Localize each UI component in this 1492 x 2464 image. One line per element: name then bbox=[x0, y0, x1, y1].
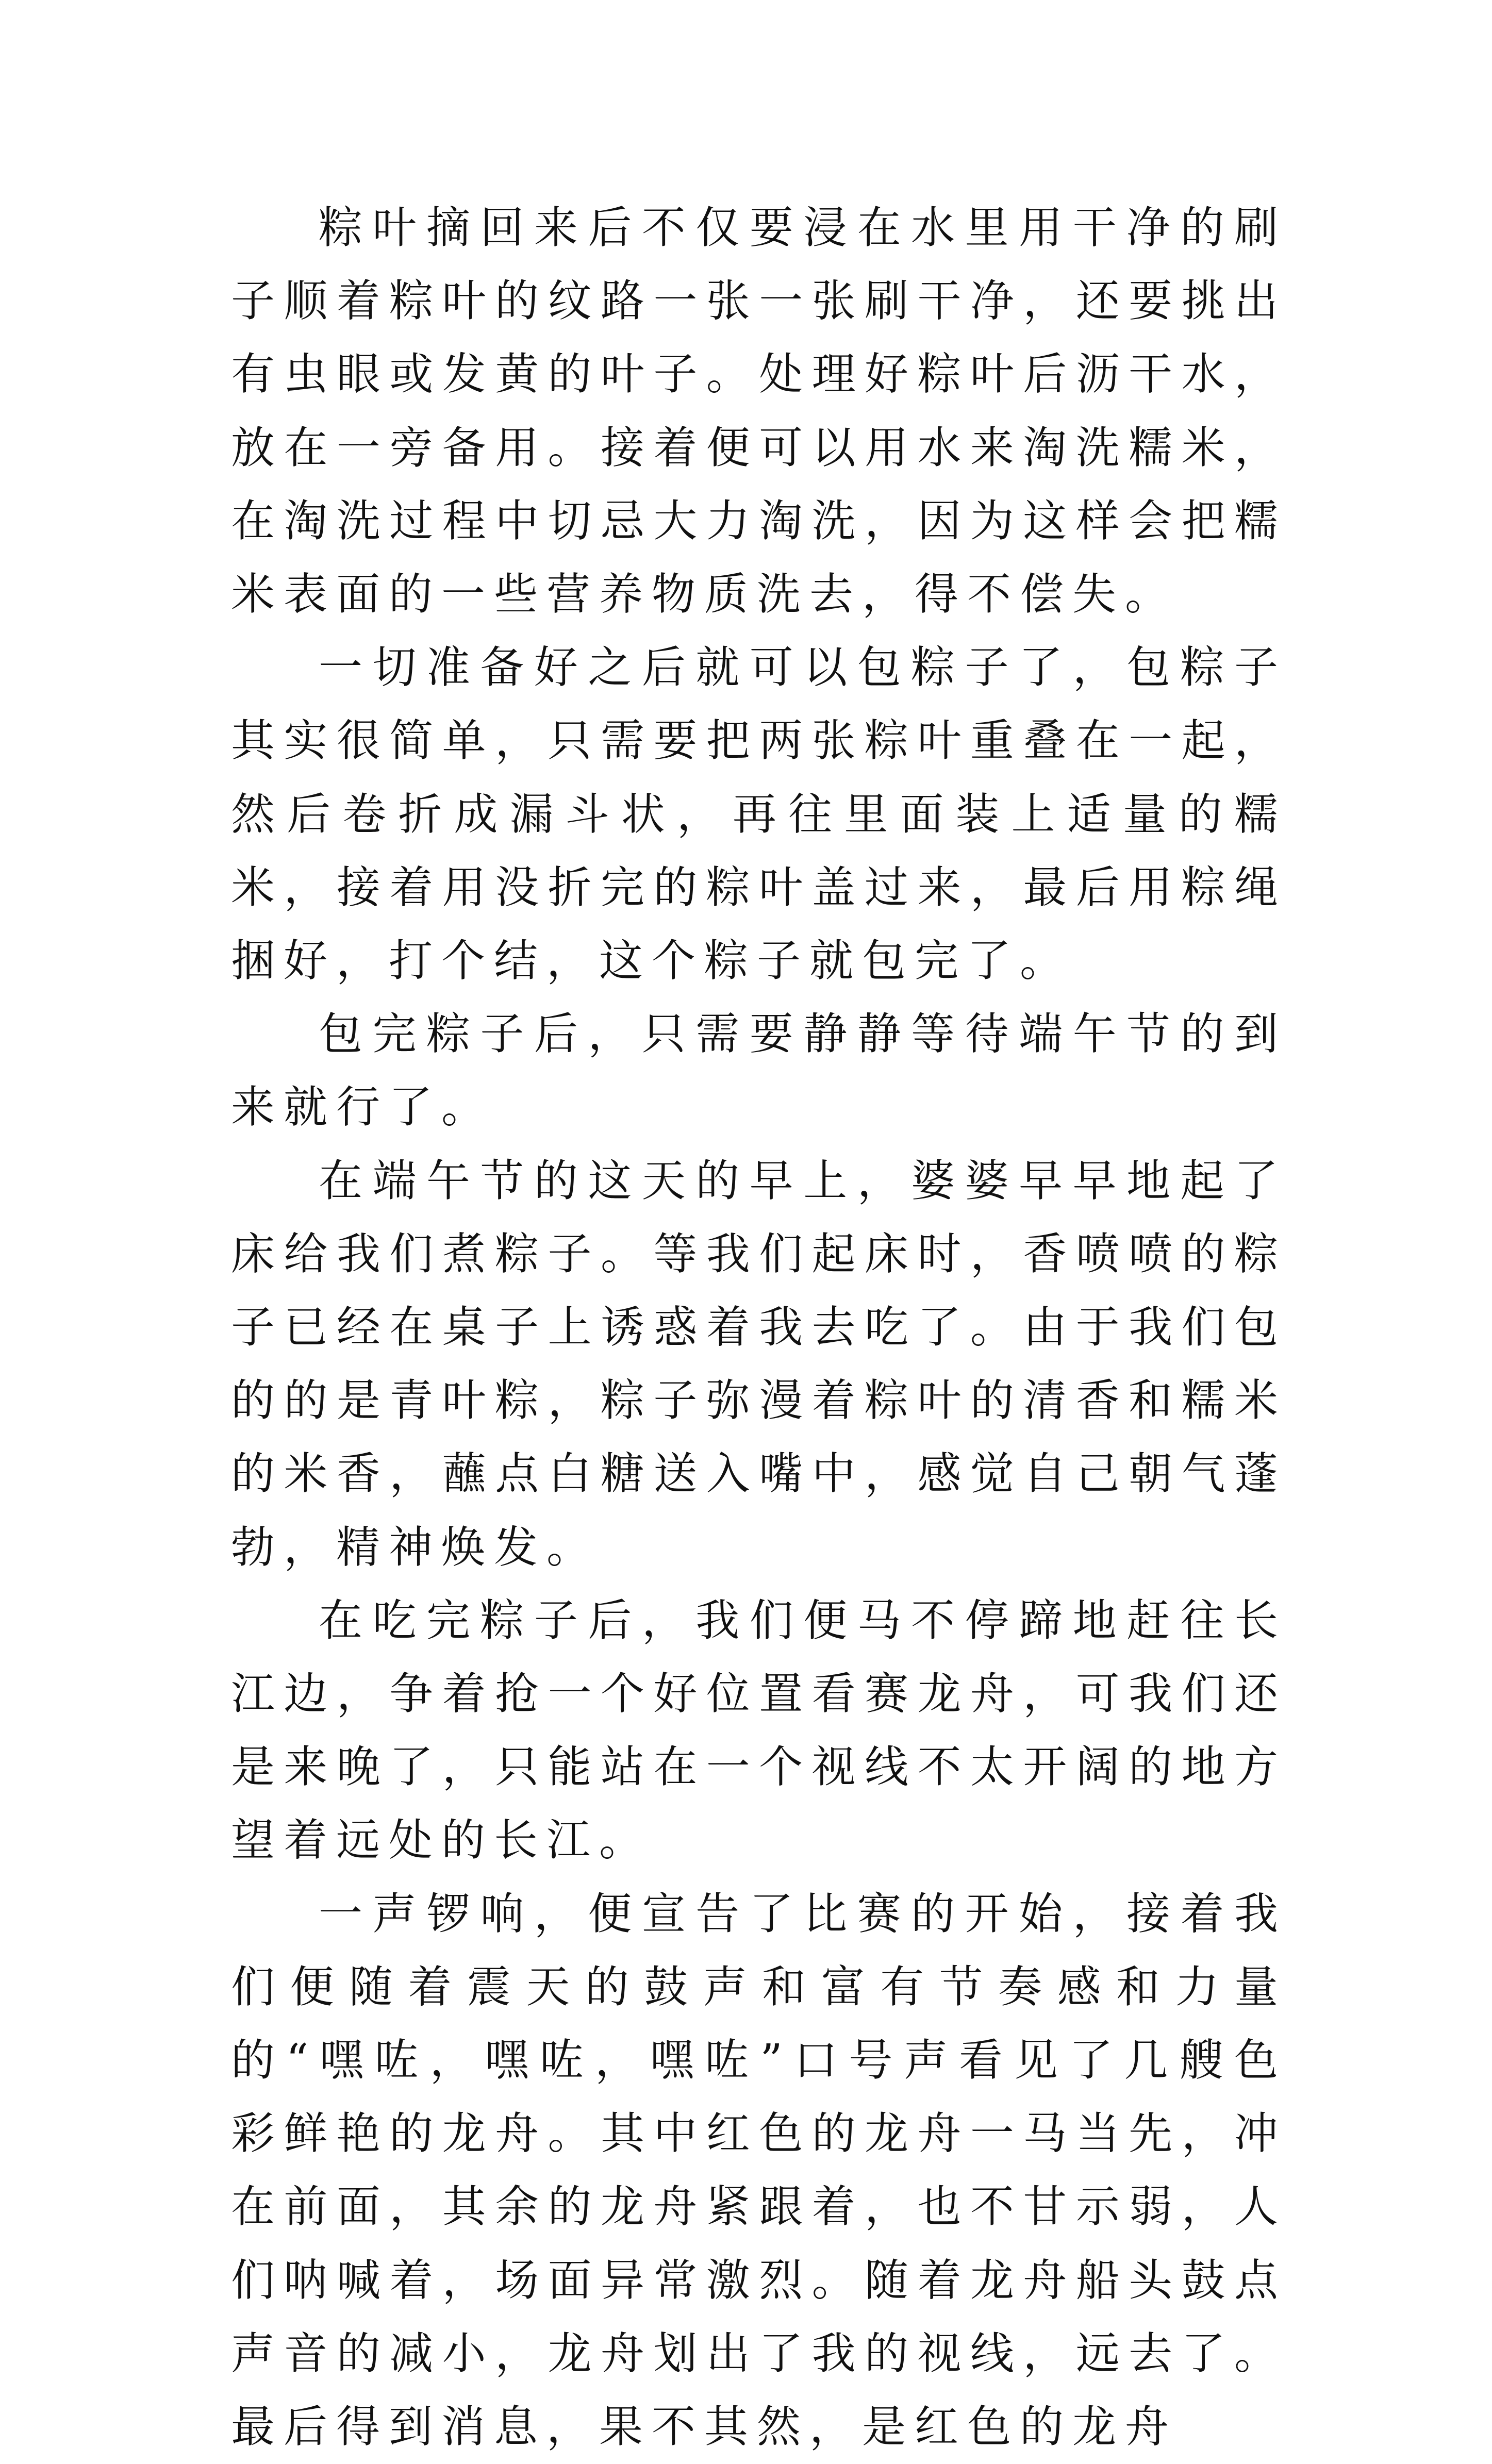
body-text bbox=[231, 192, 1287, 2464]
paragraph-waiting: 包完粽子后，只需要静静等待端午节的到来就行了。 bbox=[231, 1009, 1287, 1134]
paragraph-going-to-river: 在吃完粽子后，我们便马不停蹄地赶往长江边，争着抢一个好位置看赛龙舟，可我们还是来晚了，只能站在一个视线不太开阔的地方望着远处的长江。 bbox=[231, 1595, 1287, 1867]
paragraph-zongye-cleaning: 粽叶摘回来后不仅要浸在水里用干净的刷子顺着粽叶的纹路一张一张刷干净，还要挑出有虫眼或发黄的叶子。处理好粽叶后沥干水，放在一旁备用。接着便可以用水来淘洗糯米，在淘洗过程中切忌大力淘洗，因为这样会把糯米表面的一些营养物质洗去，得不偿失。 bbox=[231, 203, 1287, 621]
paragraph-wrapping-zongzi: 一切准备好之后就可以包粽子了，包粽子其实很简单，只需要把两张粽叶重叠在一起，然后卷折成漏斗状，再往里面装上适量的糯米，接着用没折完的粽叶盖过来，最后用粽绳捆好，打个结，这个粽子就包完了。 bbox=[231, 642, 1287, 987]
paragraph-eating-zongzi: 在端午节的这天的早上，婆婆早早地起了床给我们煮粽子。等我们起床时，香喷喷的粽子已经在桌子上诱惑着我去吃了。由于我们包的的是青叶粽，粽子弥漫着粽叶的清香和糯米的米香，蘸点白糖送入嘴中，感觉自己朝气蓬勃，精神焕发。 bbox=[231, 1155, 1287, 1573]
paragraph-dragon-boat-race: 一声锣响，便宣告了比赛的开始，接着我们便随着震天的鼓声和富有节奏感和力量的“嘿咗，嘿咗，嘿咗”口号声看见了几艘色彩鲜艳的龙舟。其中红色的龙舟一马当先，冲在前面，其余的龙舟紧跟着，也不甘示弱，人们呐喊着，场面异常激烈。随着龙舟船头鼓点声音的减小，龙舟划出了我的视线，远去了。最后得到消息，果不其然，是红色的龙舟 bbox=[231, 1888, 1287, 2453]
